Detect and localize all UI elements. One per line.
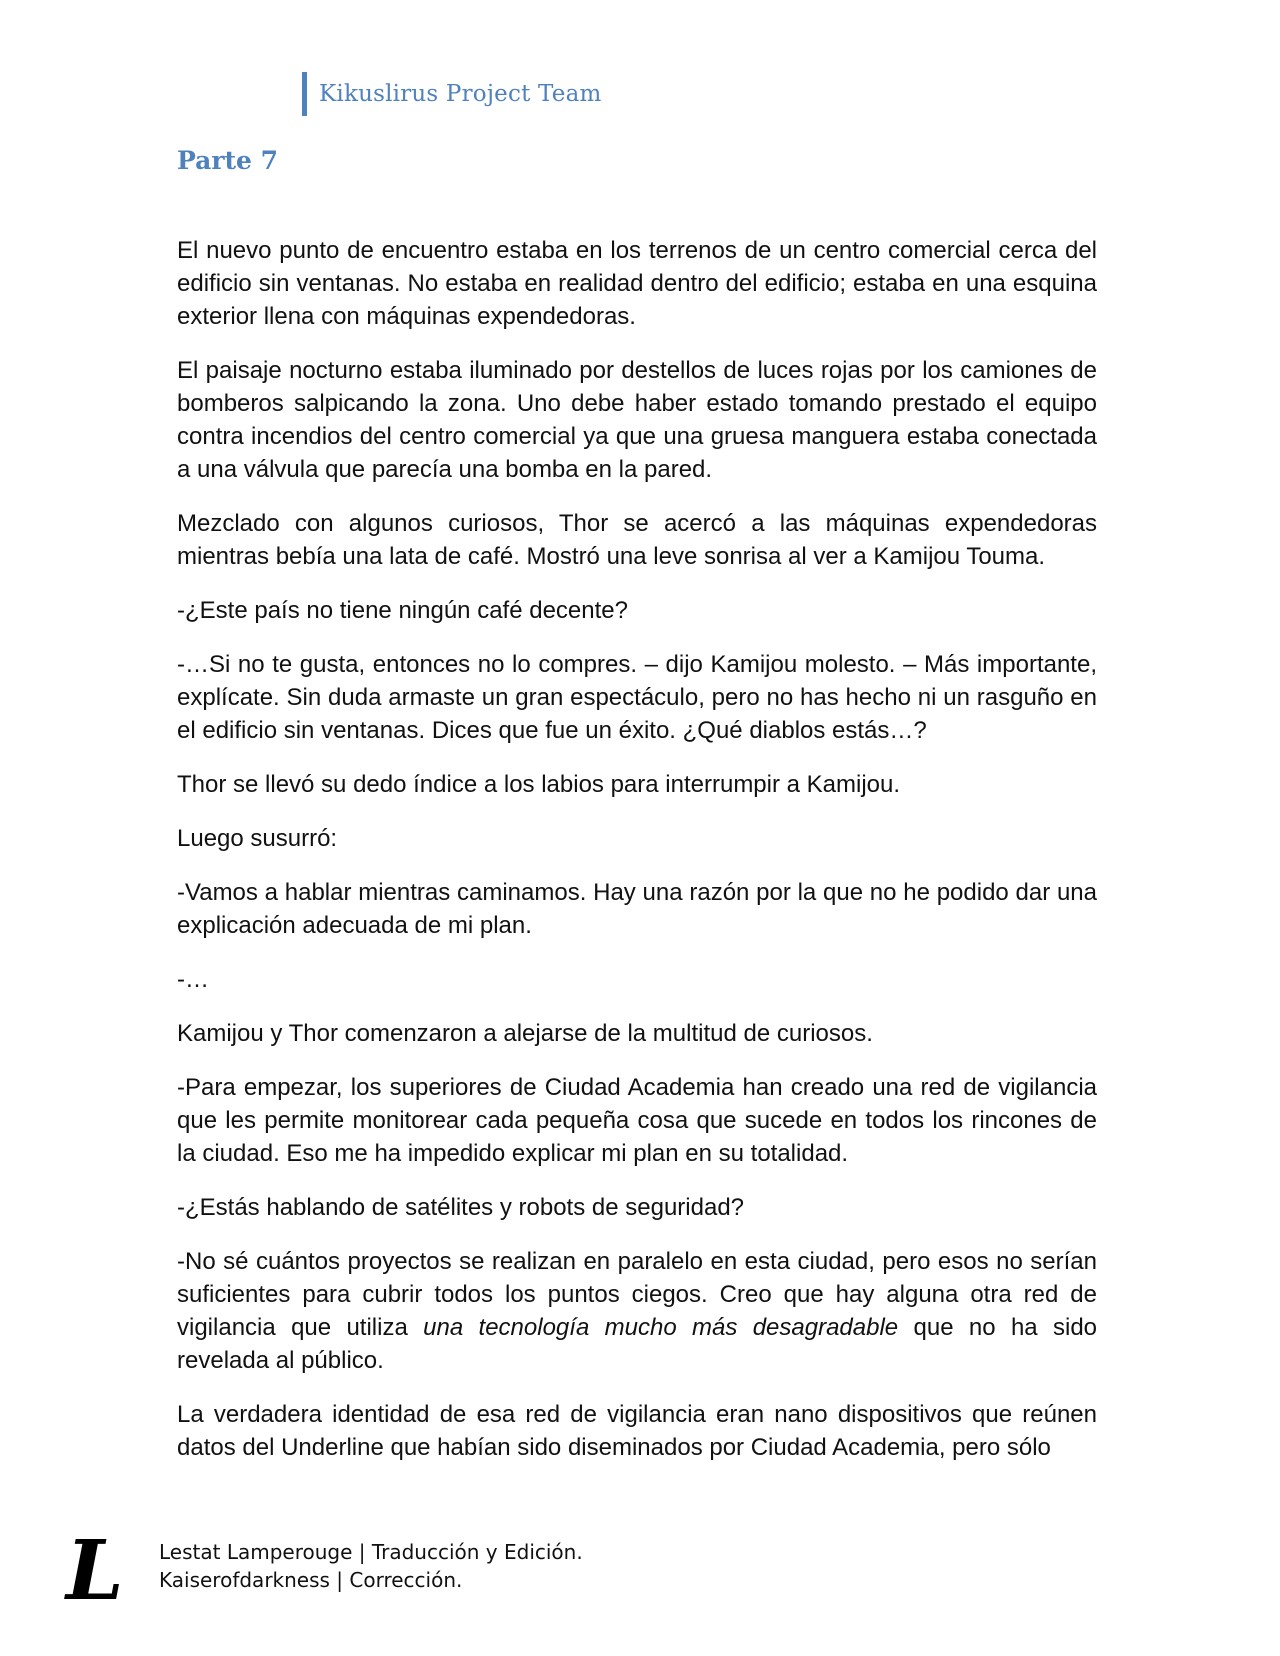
paragraph: La verdadera identidad de esa red de vigilancia eran nano dispositivos que reúnen datos del Underline que habían sido diseminados por Ciudad Academia, pero sólo <box>177 1401 1097 1461</box>
part-title: Parte 7 <box>177 146 279 175</box>
dialogue-line: -…Si no te gusta, entonces no lo compres. – dijo Kamijou molesto. – Más importante, explícate. Sin duda armaste un gran espectáculo, pero no has hecho ni un rasguño en el edificio sin ventanas. Dices que fue un éxito. ¿Qué diablos estás…? <box>177 651 1097 744</box>
footer-credits <box>159 1538 583 1594</box>
dialogue-line <box>177 1245 1097 1377</box>
paragraph: Luego susurró: <box>177 825 338 852</box>
paragraph: El nuevo punto de encuentro estaba en los terrenos de un centro comercial cerca del edificio sin ventanas. No estaba en realidad dentro del edificio; estaba en una esquina exterior llena con máquinas expendedoras. <box>177 237 1097 330</box>
paragraph-text: que no ha sido revelada al público. <box>177 1314 1098 1374</box>
dialogue-line: -Para empezar, los superiores de Ciudad Academia han creado una red de vigilancia que les permite monitorear cada pequeña cosa que sucede en todos los rincones de la ciudad. Eso me ha impedido explicar mi plan en su totalidad. <box>177 1074 1097 1167</box>
dialogue-line: -… <box>177 966 209 993</box>
dialogue-line: -Vamos a hablar mientras caminamos. Hay una razón por la que no he podido dar una explicación adecuada de mi plan. <box>177 879 1097 939</box>
footer-credit-line: Lestat Lamperouge | Traducción y Edición. <box>159 1540 583 1564</box>
page-header <box>302 72 602 116</box>
paragraph: Kamijou y Thor comenzaron a alejarse de la multitud de curiosos. <box>177 1020 873 1047</box>
header-title: Kikuslirus Project Team <box>319 81 602 107</box>
document-body <box>177 234 1097 1464</box>
paragraph: El paisaje nocturno estaba iluminado por destellos de luces rojas por los camiones de bomberos salpicando la zona. Uno debe haber estado tomando prestado el equipo contra incendios del centro comercial ya que una gruesa manguera estaba conectada a una válvula que parecía una bomba en la pared. <box>177 357 1097 483</box>
footer-logo: L <box>66 1523 124 1619</box>
dialogue-line: -¿Estás hablando de satélites y robots de seguridad? <box>177 1194 745 1221</box>
paragraph: Mezclado con algunos curiosos, Thor se acercó a las máquinas expendedoras mientras bebía una lata de café. Mostró una leve sonrisa al ver a Kamijou Touma. <box>177 510 1097 570</box>
paragraph-text: -No sé cuántos proyectos se realizan en paralelo en esta ciudad, pero esos no serían suficientes para cubrir todos los puntos ciegos. Creo que hay alguna otra red de vigilancia que utiliza <box>177 1248 1097 1341</box>
footer-credit-line: Kaiserofdarkness | Corrección. <box>159 1568 463 1592</box>
emphasis-text: una tecnología mucho más desagradable <box>423 1314 899 1341</box>
paragraph: Thor se llevó su dedo índice a los labios para interrumpir a Kamijou. <box>177 771 901 798</box>
dialogue-line: -¿Este país no tiene ningún café decente? <box>177 597 628 624</box>
